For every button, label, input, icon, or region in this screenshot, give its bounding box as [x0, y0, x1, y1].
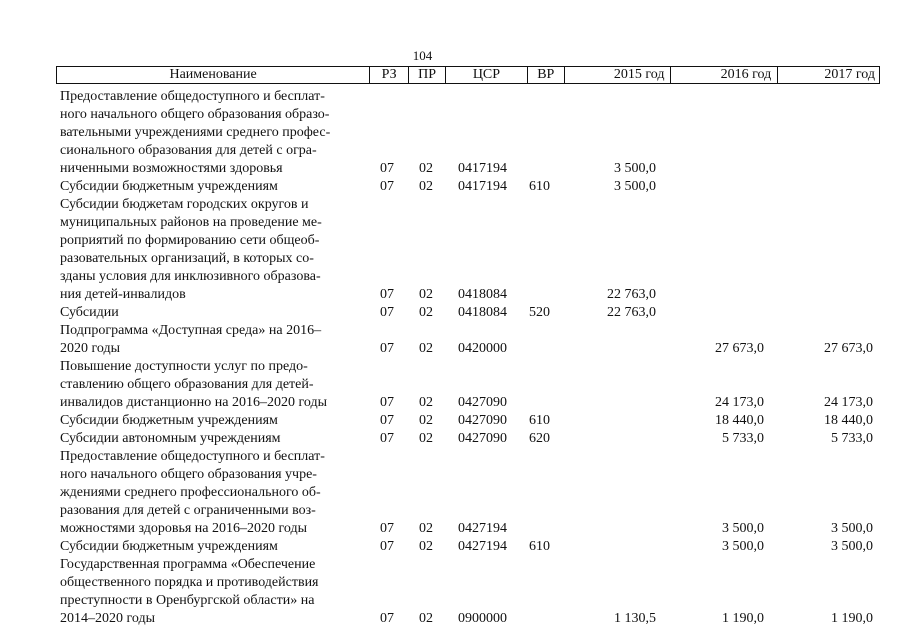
row-name: [60, 178, 380, 196]
row-name-line: 2020 годы: [60, 341, 121, 356]
cell-pr: 02: [419, 287, 433, 302]
cell-pr: 02: [419, 521, 433, 536]
row-name-line: Повышение доступности услуг по предо-: [60, 359, 308, 374]
cell-2015: 3 500,0: [614, 161, 656, 176]
column-header-vr: ВР: [527, 67, 564, 83]
cell-rz: 07: [380, 305, 394, 320]
row-name: [60, 88, 380, 178]
row-name-line: Предоставление общедоступного и бесплат-: [60, 89, 325, 104]
cell-rz: 07: [380, 287, 394, 302]
column-header-rz: РЗ: [369, 67, 408, 83]
cell-csr: 0418084: [458, 287, 507, 302]
table-row: [0, 538, 905, 556]
cell-pr: 02: [419, 161, 433, 176]
row-name-line: Субсидии бюджетам городских округов и: [60, 197, 309, 212]
row-name-line: общественного порядка и противодействия: [60, 575, 319, 590]
row-name-line: муниципальных районов на проведение ме-: [60, 215, 322, 230]
row-name-line: Государственная программа «Обеспечение: [60, 557, 316, 572]
row-name-line: разования для детей с ограниченными воз-: [60, 503, 316, 518]
row-name-line: Субсидии бюджетным учреждениям: [60, 413, 278, 428]
table-row: [0, 178, 905, 196]
cell-csr: 0427090: [458, 413, 507, 428]
cell-vr: 610: [529, 539, 550, 554]
cell-vr: 520: [529, 305, 550, 320]
cell-csr: 0417194: [458, 161, 507, 176]
table-row: [0, 556, 905, 628]
table-row: [0, 358, 905, 412]
row-name-line: инвалидов дистанционно на 2016–2020 годы: [60, 395, 327, 410]
column-header-2017: 2017 год: [777, 67, 879, 83]
cell-rz: 07: [380, 611, 394, 626]
cell-2016: 24 173,0: [715, 395, 764, 410]
cell-csr: 0900000: [458, 611, 507, 626]
cell-2016: 3 500,0: [722, 539, 764, 554]
cell-2017: 5 733,0: [831, 431, 873, 446]
table-row: [0, 88, 905, 178]
cell-vr: 620: [529, 431, 550, 446]
row-name-line: преступности в Оренбургской области» на: [60, 593, 315, 608]
cell-rz: 07: [380, 413, 394, 428]
cell-pr: 02: [419, 539, 433, 554]
row-name-line: ниченными возможностями здоровья: [60, 161, 283, 176]
row-name-line: ного начального общего образования учре-: [60, 467, 317, 482]
table-row: [0, 412, 905, 430]
table-row: [0, 322, 905, 358]
cell-csr: 0417194: [458, 179, 507, 194]
table-header: [56, 66, 880, 84]
cell-vr: 610: [529, 179, 550, 194]
table-row: [0, 196, 905, 304]
cell-pr: 02: [419, 179, 433, 194]
cell-2017: 27 673,0: [824, 341, 873, 356]
row-name: [60, 322, 380, 358]
cell-rz: 07: [380, 521, 394, 536]
cell-rz: 07: [380, 179, 394, 194]
row-name-line: ного начального общего образования образо-: [60, 107, 330, 122]
row-name-line: Предоставление общедоступного и бесплат-: [60, 449, 325, 464]
cell-2016: 3 500,0: [722, 521, 764, 536]
row-name-line: вательными учреждениями среднего профес-: [60, 125, 331, 140]
row-name-line: 2014–2020 годы: [60, 611, 156, 626]
cell-csr: 0427090: [458, 395, 507, 410]
row-name: [60, 538, 380, 556]
cell-rz: 07: [380, 161, 394, 176]
cell-csr: 0420000: [458, 341, 507, 356]
column-header-pr: ПР: [408, 67, 445, 83]
cell-2017: 1 190,0: [831, 611, 873, 626]
row-name-line: Субсидии автономным учреждениям: [60, 431, 281, 446]
cell-pr: 02: [419, 395, 433, 410]
column-header-2015: 2015 год: [564, 67, 671, 83]
cell-2017: 3 500,0: [831, 539, 873, 554]
column-header-csr: ЦСР: [445, 67, 527, 83]
cell-vr: 610: [529, 413, 550, 428]
cell-2017: 18 440,0: [824, 413, 873, 428]
cell-csr: 0418084: [458, 305, 507, 320]
cell-rz: 07: [380, 431, 394, 446]
cell-rz: 07: [380, 341, 394, 356]
row-name: [60, 448, 380, 538]
row-name-line: Субсидии бюджетным учреждениям: [60, 539, 278, 554]
row-name-line: ставлению общего образования для детей-: [60, 377, 314, 392]
row-name: [60, 196, 380, 304]
cell-2016: 5 733,0: [722, 431, 764, 446]
cell-csr: 0427194: [458, 539, 507, 554]
cell-csr: 0427090: [458, 431, 507, 446]
cell-2017: 24 173,0: [824, 395, 873, 410]
cell-pr: 02: [419, 305, 433, 320]
cell-pr: 02: [419, 413, 433, 428]
cell-2016: 1 190,0: [722, 611, 764, 626]
row-name-line: сионального образования для детей с огра-: [60, 143, 317, 158]
cell-rz: 07: [380, 539, 394, 554]
row-name: [60, 304, 380, 322]
row-name-line: ния детей-инвалидов: [60, 287, 186, 302]
row-name-line: зданы условия для инклюзивного образова-: [60, 269, 321, 284]
page-number: 104: [412, 48, 433, 63]
column-header-name: Наименование: [169, 67, 257, 82]
row-name: [60, 430, 380, 448]
row-name-line: Субсидии: [60, 305, 119, 320]
cell-pr: 02: [419, 431, 433, 446]
row-name-line: роприятий по формированию сети общеоб-: [60, 233, 320, 248]
row-name: [60, 556, 380, 628]
cell-2015: 22 763,0: [607, 305, 656, 320]
cell-pr: 02: [419, 611, 433, 626]
table-row: [0, 304, 905, 322]
table-row: [0, 448, 905, 538]
row-name: [60, 358, 380, 412]
cell-2015: 22 763,0: [607, 287, 656, 302]
row-name: [60, 412, 380, 430]
cell-2016: 18 440,0: [715, 413, 764, 428]
cell-2015: 1 130,5: [614, 611, 656, 626]
table-row: [0, 430, 905, 448]
row-name-line: ждениями среднего профессионального об-: [60, 485, 321, 500]
column-header-2016: 2016 год: [670, 67, 777, 83]
cell-csr: 0427194: [458, 521, 507, 536]
cell-rz: 07: [380, 395, 394, 410]
cell-2017: 3 500,0: [831, 521, 873, 536]
cell-pr: 02: [419, 341, 433, 356]
row-name-line: Субсидии бюджетным учреждениям: [60, 179, 278, 194]
cell-2016: 27 673,0: [715, 341, 764, 356]
row-name-line: Подпрограмма «Доступная среда» на 2016–: [60, 323, 322, 338]
table-body: [0, 88, 905, 628]
row-name-line: можностями здоровья на 2016–2020 годы: [60, 521, 308, 536]
cell-2015: 3 500,0: [614, 179, 656, 194]
row-name-line: разовательных организаций, в которых со-: [60, 251, 314, 266]
